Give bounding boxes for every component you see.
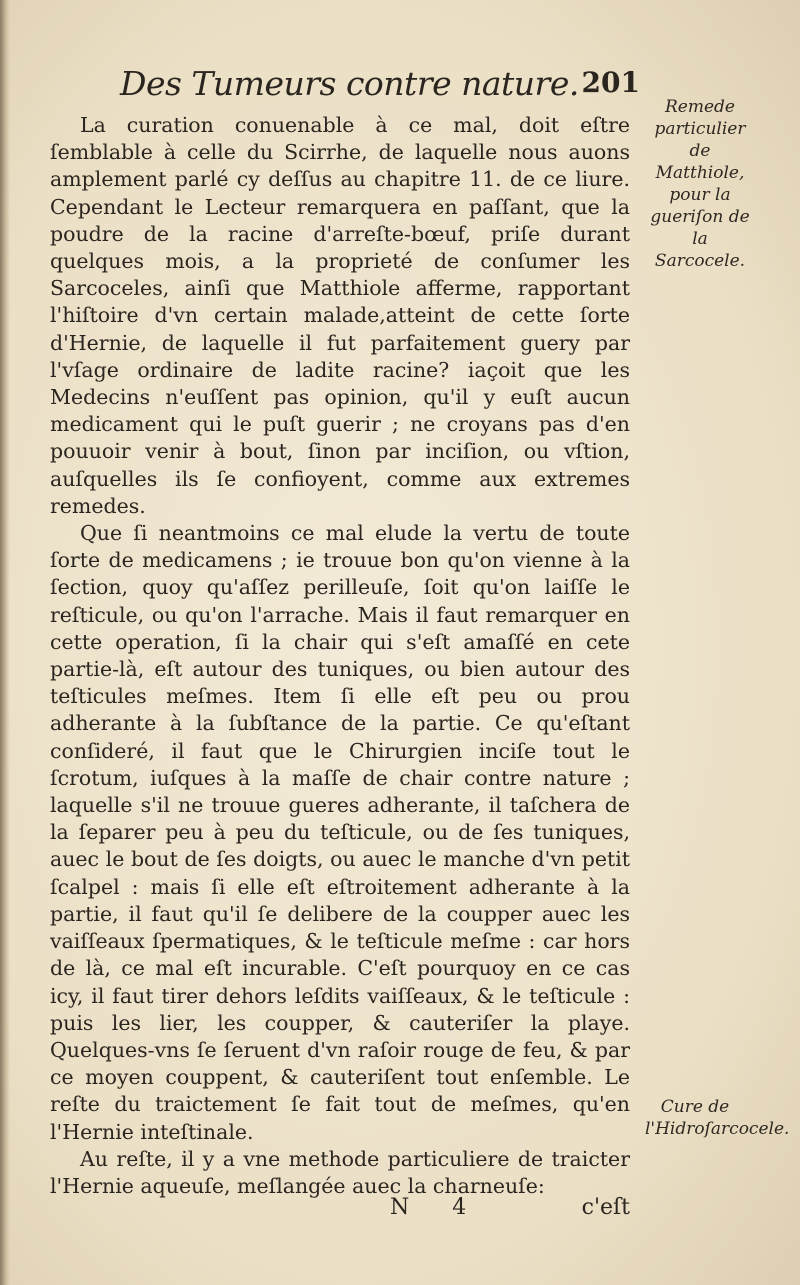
paragraph: Au reſte, il y a vne methode particuliere de traicter l'Hernie aqueuſe, meſlangée auec la charneuſe:: [50, 1146, 630, 1198]
book-spine-shadow: [0, 0, 10, 1285]
margin-note: Cure de l'Hidroſarcocele.: [645, 1097, 790, 1139]
body-text: [50, 112, 630, 1200]
paragraph: Que ſi neantmoins ce mal elude la vertu de toute ſorte de medicamens ; ie trouue bon qu'on vienne à la ſection, quoy qu'aſſez perilleuſe, ſoit qu'on laiſſe le reſticule, ou qu'on l'arrache. Mais il faut remarquer en cette operation, ſi la chair qui s'eſt amaſſé en cete partie-là, eſt autour des tuniques, ou bien autour des teſticules meſmes. Item ſi elle eſt peu ou prou adherante à la ſubſtance de la partie. Ce qu'eſtant conſideré, il faut que le Chirurgien inciſe tout le ſcrotum, iuſques à la maſſe de chair contre nature ; laquelle s'il ne trouue gueres adherante, il taſchera de la ſeparer peu à peu du teſticule, ou de ſes tuniques, auec le bout de ſes doigts, ou auec le manche d'vn petit ſcalpel : mais ſi elle eſt eſtroitement adherante à la partie, il faut qu'il ſe delibere de la coupper auec les vaiſſeaux ſpermatiques, & le teſticule meſme : car hors de là, ce mal eſt incurable. C'eſt pourquoy en ce cas icy, il faut tirer dehors leſdits vaiſſeaux, & le teſticule : puis les lier, les coupper, & cauteriſer la playe. Quelques-vns ſe ſeruent d'vn raſoir rouge de feu, & par ce moyen couppent, & cauteriſent tout enſemble. Le reſte du traictement ſe fait tout de meſmes, qu'en l'Hernie inteſtinale.: [50, 521, 630, 1144]
page-number: 201: [581, 66, 640, 99]
page-header: [120, 64, 640, 106]
catchword: c'eſt: [581, 1195, 630, 1220]
signature-mark: N 4: [390, 1195, 485, 1220]
margin-note: Remede particulier de Matthiole, pour la gueriſon de la Sarcocele.: [650, 97, 750, 271]
page-footer: [390, 1195, 630, 1225]
running-title: Des Tumeurs contre nature.: [120, 64, 579, 103]
paragraph: La curation conuenable à ce mal, doit eſtre ſemblable à celle du Scirrhe, de laquelle nous auons amplement parlé cy deſſus au chapitre 11. de ce liure. Cependant le Lecteur remarquera en paſſant, que la poudre de la racine d'arreſte-bœuf, priſe durant quelques mois, a la proprieté de conſumer les Sarcoceles, ainſi que Matthiole afferme, rapportant l'hiſtoire d'vn certain malade,atteint de cette ſorte d'Hernie, de laquelle il fut parfaitement guery par l'vſage ordinaire de ladite racine? iaçoit que les Medecins n'euſſent pas opinion, qu'il y euſt aucun medicament qui le puſt guerir ; ne croyans pas d'en pouuoir venir à bout, ſinon par inciſion, ou vſtion, auſquelles ils ſe confioyent, comme aux extremes remedes.: [50, 113, 630, 518]
